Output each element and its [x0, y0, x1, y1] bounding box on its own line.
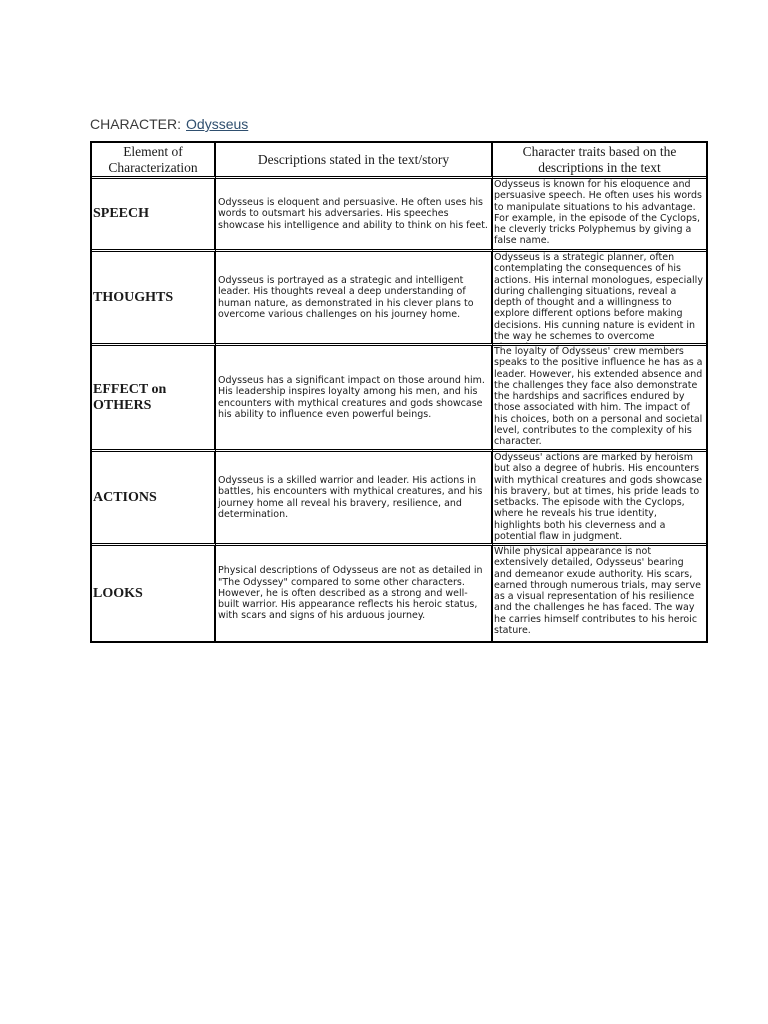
- row-description-looks: Physical descriptions of Odysseus are not as detailed in "The Odyssey" compared to some other characters. However, he is often described as a strong and well-built warrior. His appearance reflects his heroic status, with scars and signs of his arduous journey.: [216, 546, 493, 641]
- row-description-actions: Odysseus is a skilled warrior and leader. His actions in battles, his encounters with mythical creatures, and his journey home all reveal his bravery, resilience, and determination.: [216, 452, 493, 546]
- row-description-effect-on-others: Odysseus has a significant impact on those around him. His leadership inspires loyalty among his men, and his encounters with mythical creatures and gods showcase his ability to influence even powerful beings.: [216, 346, 493, 452]
- row-label-effect-on-others: EFFECT on OTHERS: [92, 346, 216, 452]
- row-label-thoughts: THOUGHTS: [92, 252, 216, 346]
- character-name: Odysseus: [186, 116, 249, 132]
- row-traits-speech: Odysseus is known for his eloquence and persuasive speech. He often uses his words to manipulate situations to his advantage. For example, in the episode of the Cyclops, he cleverly tricks Polyphemus by giving a false name.: [493, 179, 706, 252]
- character-heading: [90, 116, 248, 132]
- row-traits-effect-on-others: The loyalty of Odysseus' crew members speaks to the positive influence he has as a leader. However, his extended absence and the challenges they face also demonstrate the hardships and sacrifices endured by those associated with him. The impact of his choices, both on a personal and societal level, contributes to the complexity of his character.: [493, 346, 706, 452]
- characterization-table: [90, 141, 708, 643]
- header-traits: Character traits based on the descriptions in the text: [493, 143, 706, 179]
- row-traits-looks: While physical appearance is not extensively detailed, Odysseus' bearing and demeanor exude authority. His scars, earned through numerous trials, may serve as a visual representation of his resilience and the challenges he has faced. The way he carries himself contributes to his heroic stature.: [494, 546, 701, 637]
- header-descriptions: Descriptions stated in the text/story: [216, 143, 493, 179]
- header-element: Element of Characterization: [92, 143, 216, 179]
- row-label-actions: ACTIONS: [92, 452, 216, 546]
- character-label: CHARACTER:: [90, 116, 182, 132]
- row-traits-thoughts: Odysseus is a strategic planner, often contemplating the consequences of his actions. His internal monologues, especially during challenging situations, reveal a depth of thought and a willingness to explore different options before making decisions. His cunning nature is evident in the way he schemes to overcome: [493, 252, 706, 346]
- row-description-thoughts: Odysseus is portrayed as a strategic and intelligent leader. His thoughts reveal a deep understanding of human nature, as demonstrated in his clever plans to overcome various challenges on his journey home.: [216, 252, 493, 346]
- row-label-looks: LOOKS: [92, 546, 216, 641]
- row-label-speech: SPEECH: [92, 179, 216, 252]
- row-traits-actions: Odysseus' actions are marked by heroism but also a degree of hubris. His encounters with mythical creatures and gods showcase his bravery, but at times, his pride leads to setbacks. The episode with the Cyclops, where he reveals his true identity, highlights both his cleverness and a potential flaw in judgment.: [493, 452, 706, 546]
- row-description-speech: Odysseus is eloquent and persuasive. He often uses his words to outsmart his adversaries. His speeches showcase his intelligence and ability to think on his feet.: [216, 179, 493, 252]
